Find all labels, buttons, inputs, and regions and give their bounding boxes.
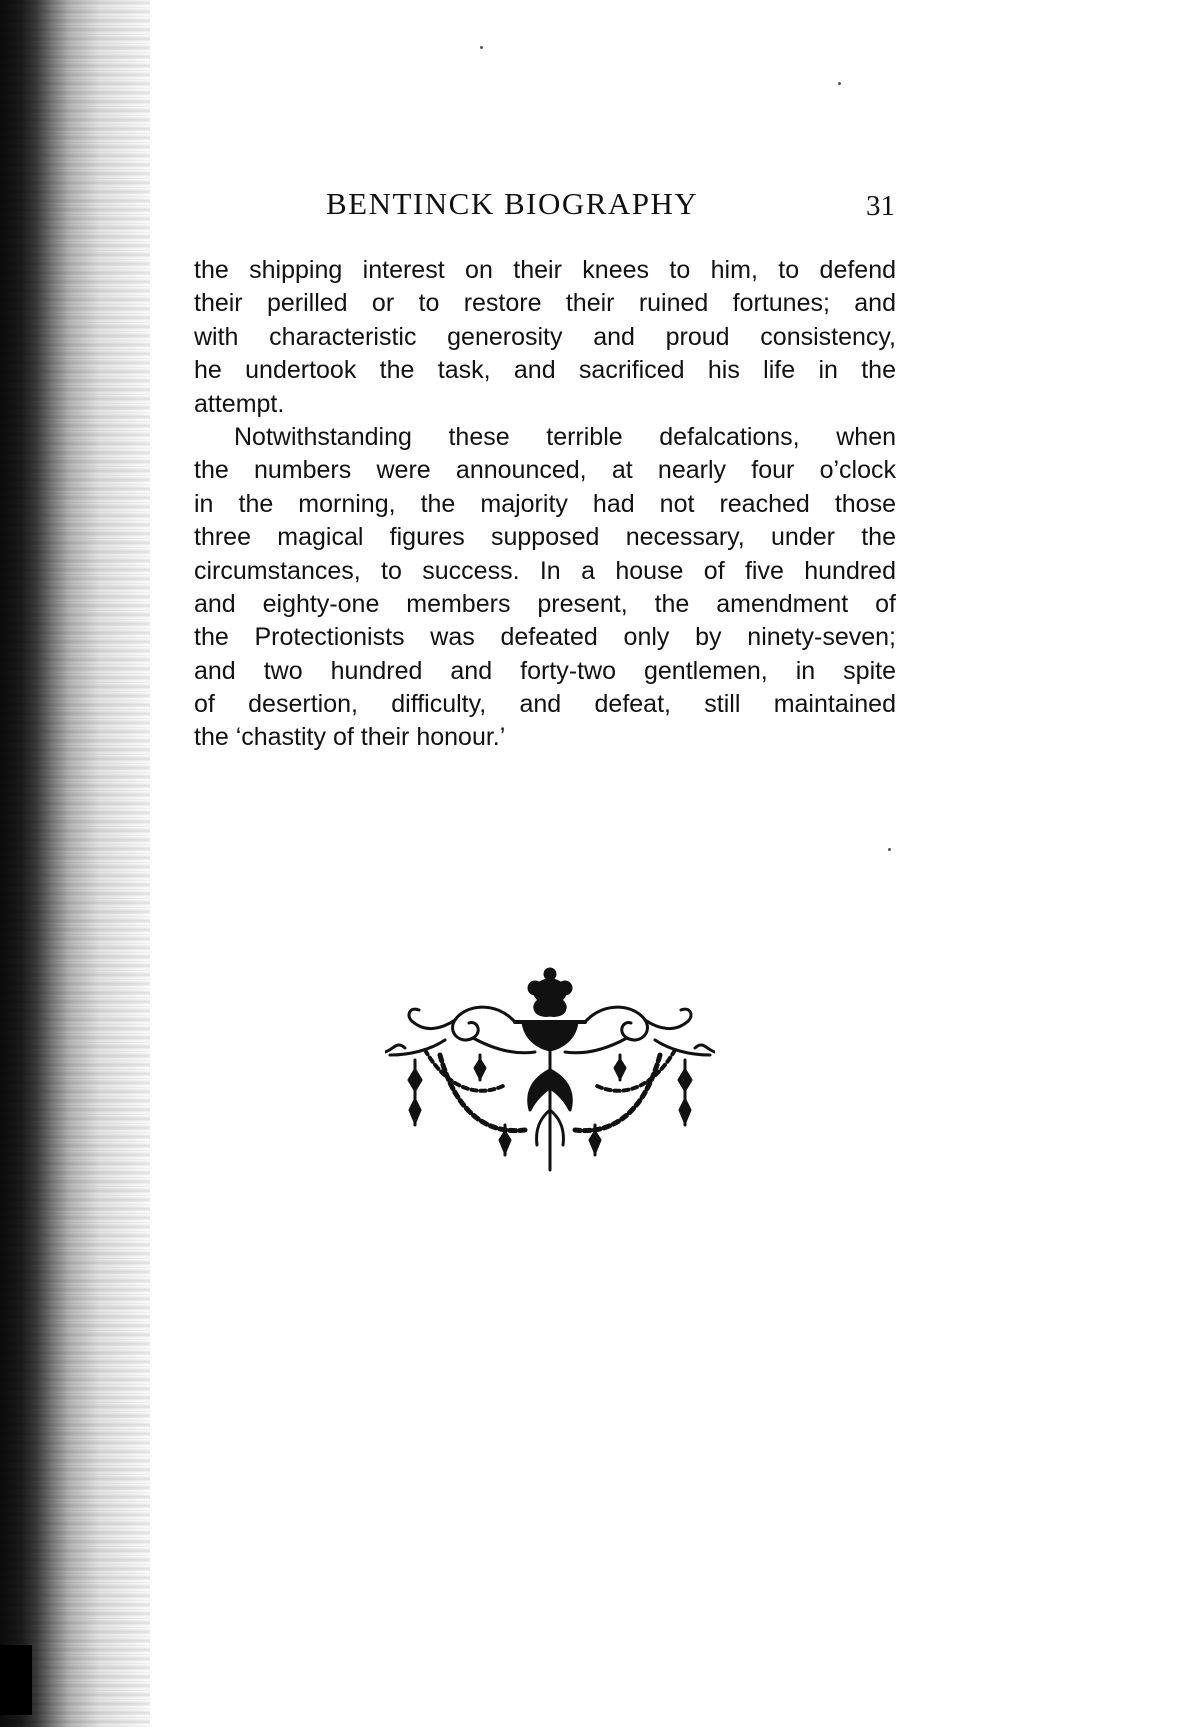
text-line: the shipping interest on their knees to him, to defend xyxy=(194,256,896,284)
text-line: in the morning, the majority had not reached those xyxy=(194,489,896,518)
paragraph xyxy=(194,421,896,755)
text-line: three magical figures supposed necessary, under the xyxy=(194,523,896,552)
body-text xyxy=(194,254,896,755)
text-line: of desertion, difficulty, and defeat, still maintained xyxy=(194,690,896,719)
paper-speck xyxy=(480,46,483,49)
paragraph xyxy=(194,254,896,421)
floral-garland-tailpiece-icon xyxy=(385,960,715,1180)
text-line: and eighty-one members present, the amendment of xyxy=(194,589,896,618)
book-gutter-edge xyxy=(0,1645,32,1715)
text-line: the ‘chastity of their honour.’ xyxy=(194,723,506,752)
book-gutter-shadow xyxy=(0,0,150,1727)
text-line: attempt. xyxy=(194,389,285,418)
running-head xyxy=(200,186,900,226)
text-line: their perilled or to restore their ruined fortunes; and xyxy=(194,289,896,318)
text-line: Notwithstanding these terrible defalcations, when xyxy=(234,422,896,451)
running-head-title: BENTINCK BIOGRAPHY xyxy=(326,186,699,221)
text-line: with characteristic generosity and proud consistency, xyxy=(194,322,896,351)
text-line: and two hundred and forty-two gentlemen, in spite xyxy=(194,656,896,685)
text-line: the Protectionists was defeated only by ninety-seven; xyxy=(194,623,896,652)
text-line: he undertook the task, and sacrificed his life in the xyxy=(194,356,896,385)
text-line: circumstances, to success. In a house of five hundred xyxy=(194,556,896,585)
text-line: the numbers were announced, at nearly four o’clock xyxy=(194,456,896,485)
paper-speck xyxy=(888,848,891,851)
page-number: 31 xyxy=(866,190,895,222)
paper-speck xyxy=(838,82,841,85)
